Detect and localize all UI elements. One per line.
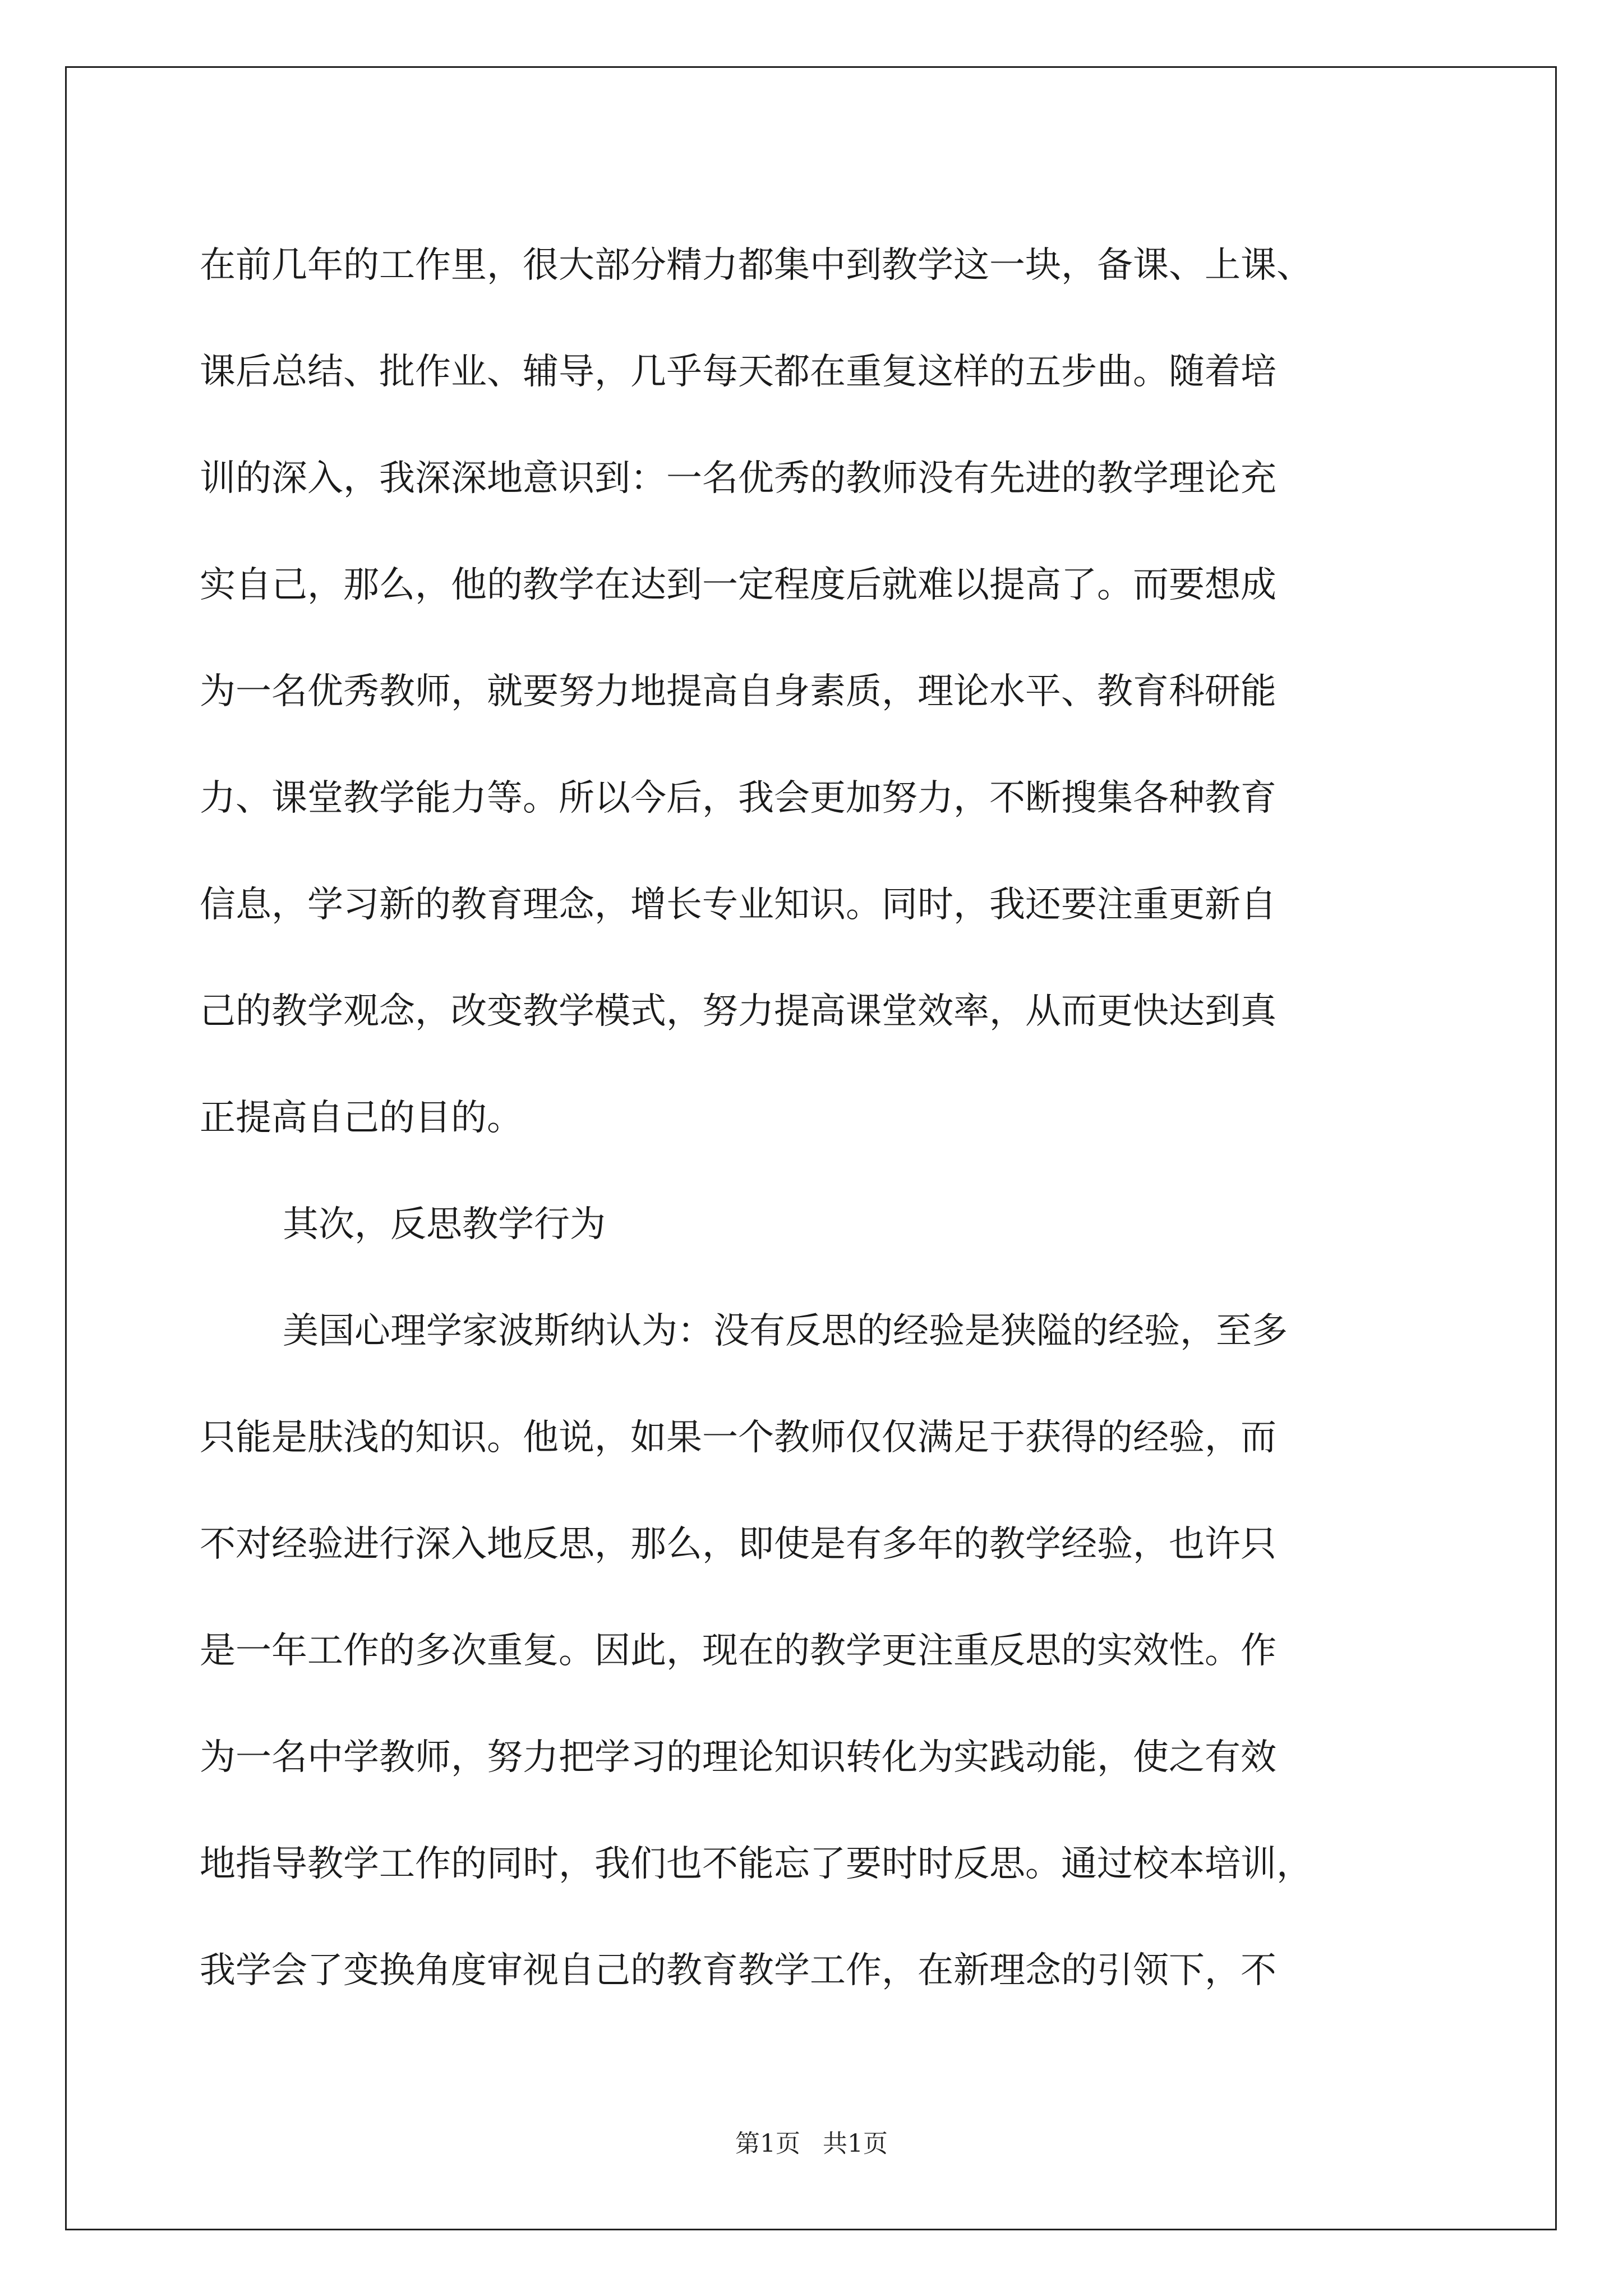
page-number-current: 第1页 <box>735 2129 800 2158</box>
section-heading: 其次，反思教学行为 <box>283 1204 606 1245</box>
text-line: 不对经验进行深入地反思，那么，即使是有多年的教学经验，也许只 <box>200 1524 1276 1565</box>
text-line: 课后总结、批作业、辅导，几乎每天都在重复这样的五步曲。随着培 <box>200 351 1276 393</box>
text-line: 己的教学观念，改变教学模式，努力提高课堂效率，从而更快达到真 <box>200 991 1276 1032</box>
text-line: 正提高自己的目的。 <box>200 1097 523 1139</box>
text-line: 力、课堂教学能力等。所以今后，我会更加努力，不断搜集各种教育 <box>200 777 1276 819</box>
paragraph-first-line: 美国心理学家波斯纳认为：没有反思的经验是狭隘的经验，至多 <box>283 1310 1288 1352</box>
text-line: 为一名中学教师，努力把学习的理论知识转化为实践动能，使之有效 <box>200 1737 1276 1778</box>
text-line: 只能是肤浅的知识。他说，如果一个教师仅仅满足于获得的经验，而 <box>200 1417 1276 1458</box>
document-body <box>200 212 1467 2024</box>
text-line: 在前几年的工作里，很大部分精力都集中到教学这一块，备课、上课、 <box>200 245 1312 286</box>
text-line: 训的深入，我深深地意识到：一名优秀的教师没有先进的教学理论充 <box>200 458 1276 499</box>
text-line: 是一年工作的多次重复。因此，现在的教学更注重反思的实效性。作 <box>200 1630 1276 1672</box>
page-footer <box>0 2127 1623 2161</box>
page-number-total: 共1页 <box>823 2129 888 2158</box>
text-line: 为一名优秀教师，就要努力地提高自身素质，理论水平、教育科研能 <box>200 671 1276 712</box>
text-line: 地指导教学工作的同时，我们也不能忘了要时时反思。通过校本培训， <box>200 1843 1312 1885</box>
text-line: 信息，学习新的教育理念，增长专业知识。同时，我还要注重更新自 <box>200 884 1276 926</box>
text-line: 实自己，那么，他的教学在达到一定程度后就难以提高了。而要想成 <box>200 564 1276 606</box>
text-line: 我学会了变换角度审视自己的教育教学工作，在新理念的引领下，不 <box>200 1950 1276 1991</box>
